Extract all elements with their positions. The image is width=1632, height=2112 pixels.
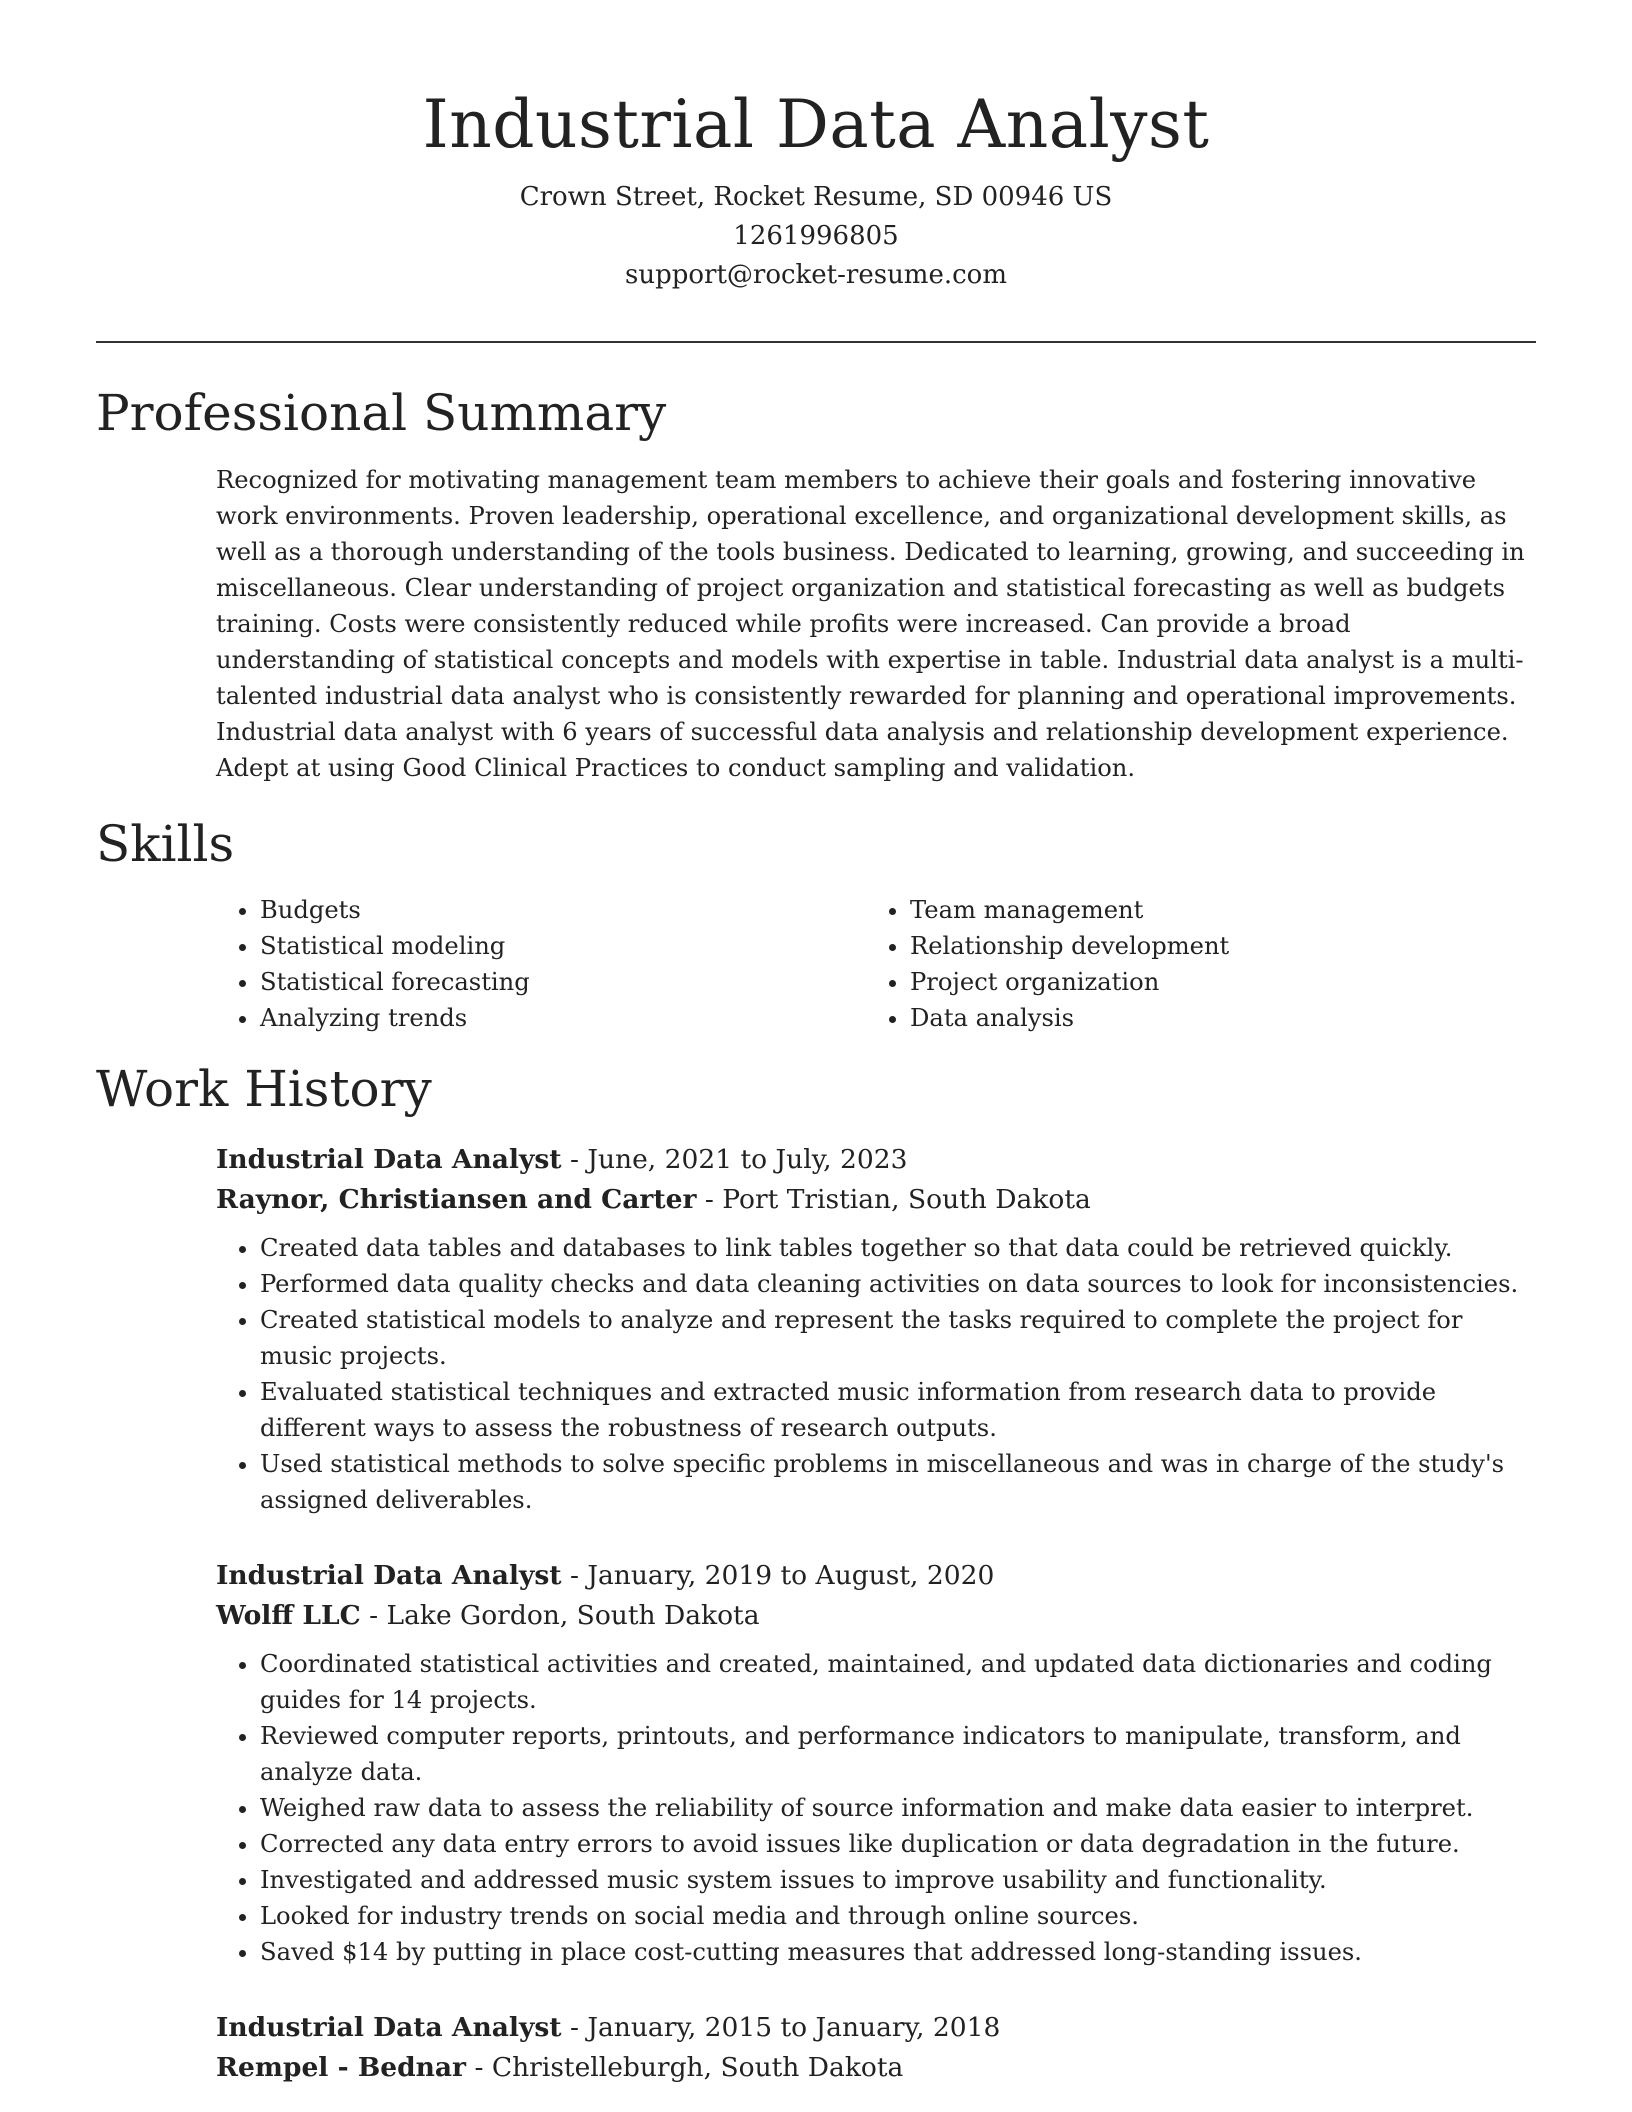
job-bullet: • Weighed raw data to assess the reliability of source information and make data easier to interpret.	[260, 1790, 1536, 1826]
separator: -	[561, 2012, 588, 2043]
skill-item: • Statistical modeling	[260, 928, 866, 964]
work-history-heading: Work History	[96, 1060, 432, 1118]
skills-column-right	[866, 892, 1516, 1036]
job-bullet: • Reviewed computer reports, printouts, and performance indicators to manipulate, transform, and analyze data.	[260, 1718, 1536, 1790]
skill-item: • Data analysis	[910, 1000, 1516, 1036]
skills-list	[216, 892, 1536, 1036]
job-dates: January, 2015 to January, 2018	[587, 2012, 1001, 2043]
job-entry	[216, 1140, 1536, 1518]
skills-column-left	[216, 892, 866, 1036]
job-company-line	[216, 2048, 1536, 2088]
job-bullet: • Saved $14 by putting in place cost-cutting measures that addressed long-standing issues.	[260, 1934, 1536, 1970]
job-title: Industrial Data Analyst	[216, 2012, 562, 2043]
header-divider	[96, 341, 1536, 343]
job-dates: January, 2019 to August, 2020	[587, 1560, 995, 1591]
job-location: Port Tristian, South Dakota	[722, 1184, 1091, 1215]
job-company-line	[216, 1596, 1536, 1636]
job-title-line	[216, 1140, 1536, 1180]
candidate-name: Industrial Data Analyst	[422, 86, 1210, 163]
job-bullet: • Looked for industry trends on social media and through online sources.	[260, 1898, 1536, 1934]
job-dates: June, 2021 to July, 2023	[587, 1144, 908, 1175]
job-bullet: • Corrected any data entry errors to avoid issues like duplication or data degradation in the future.	[260, 1826, 1536, 1862]
job-bullet: • Created statistical models to analyze and represent the tasks required to complete the project for music projects.	[260, 1302, 1536, 1374]
job-location: Christelleburgh, South Dakota	[491, 2052, 904, 2083]
job-company: Rempel - Bednar	[216, 2052, 467, 2083]
skill-item: • Project organization	[910, 964, 1516, 1000]
job-title-line	[216, 2008, 1536, 2048]
separator: -	[561, 1560, 588, 1591]
skills-heading: Skills	[96, 815, 235, 873]
job-company-line	[216, 1180, 1536, 1220]
contact-address: Crown Street, Rocket Resume, SD 00946 US	[519, 182, 1113, 212]
skill-item: • Analyzing trends	[260, 1000, 866, 1036]
skill-item: • Statistical forecasting	[260, 964, 866, 1000]
separator: -	[561, 1144, 588, 1175]
separator: -	[466, 2052, 492, 2083]
job-entry	[216, 1556, 1536, 1970]
job-bullet: • Investigated and addressed music system issues to improve usability and functionality.	[260, 1862, 1536, 1898]
job-bullets	[216, 1646, 1536, 1970]
summary-text: Recognized for motivating management team members to achieve their goals and fostering innovative work environments. Proven leadership, operational excellence, and organizational development skills, as well as a thorough understanding of the tools business. Dedicated to learning, growing, and succeeding in miscellaneous. Clear understanding of project organization and statistical forecasting as well as budgets training. Costs were consistently reduced while profits were increased. Can provide a broad understanding of statistical concepts and models with expertise in table. Industrial data analyst is a multi-talented industrial data analyst who is consistently rewarded for planning and operational improvements. Industrial data analyst with 6 years of successful data analysis and relationship development experience. Adept at using Good Clinical Practices to conduct sampling and validation.	[216, 466, 1525, 782]
job-title: Industrial Data Analyst	[216, 1144, 562, 1175]
job-bullet: • Evaluated statistical techniques and extracted music information from research data to provide different ways to assess the robustness of research outputs.	[260, 1374, 1536, 1446]
job-bullet: • Used statistical methods to solve specific problems in miscellaneous and was in charge of the study's assigned deliverables.	[260, 1446, 1536, 1518]
job-title: Industrial Data Analyst	[216, 1560, 562, 1591]
job-company: Raynor, Christiansen and Carter	[216, 1184, 697, 1215]
contact-email: support@rocket-resume.com	[624, 260, 1007, 290]
job-bullet: • Created data tables and databases to link tables together so that data could be retrieved quickly.	[260, 1230, 1536, 1266]
job-bullet: • Performed data quality checks and data cleaning activities on data sources to look for inconsistencies.	[260, 1266, 1536, 1302]
job-location: Lake Gordon, South Dakota	[386, 1600, 760, 1631]
summary-heading: Professional Summary	[96, 384, 667, 442]
contact-info	[96, 178, 1536, 295]
job-bullet: • Coordinated statistical activities and created, maintained, and updated data dictionaries and coding guides for 14 projects.	[260, 1646, 1536, 1718]
separator: -	[360, 1600, 387, 1631]
skill-item: • Team management	[910, 892, 1516, 928]
job-entry	[216, 2008, 1536, 2088]
separator: -	[696, 1184, 723, 1215]
contact-phone: 1261996805	[733, 221, 899, 251]
resume-header	[96, 80, 1536, 295]
job-company: Wolff LLC	[216, 1600, 361, 1631]
job-bullets	[216, 1230, 1536, 1518]
job-title-line	[216, 1556, 1536, 1596]
skill-item: • Relationship development	[910, 928, 1516, 964]
skill-item: • Budgets	[260, 892, 866, 928]
